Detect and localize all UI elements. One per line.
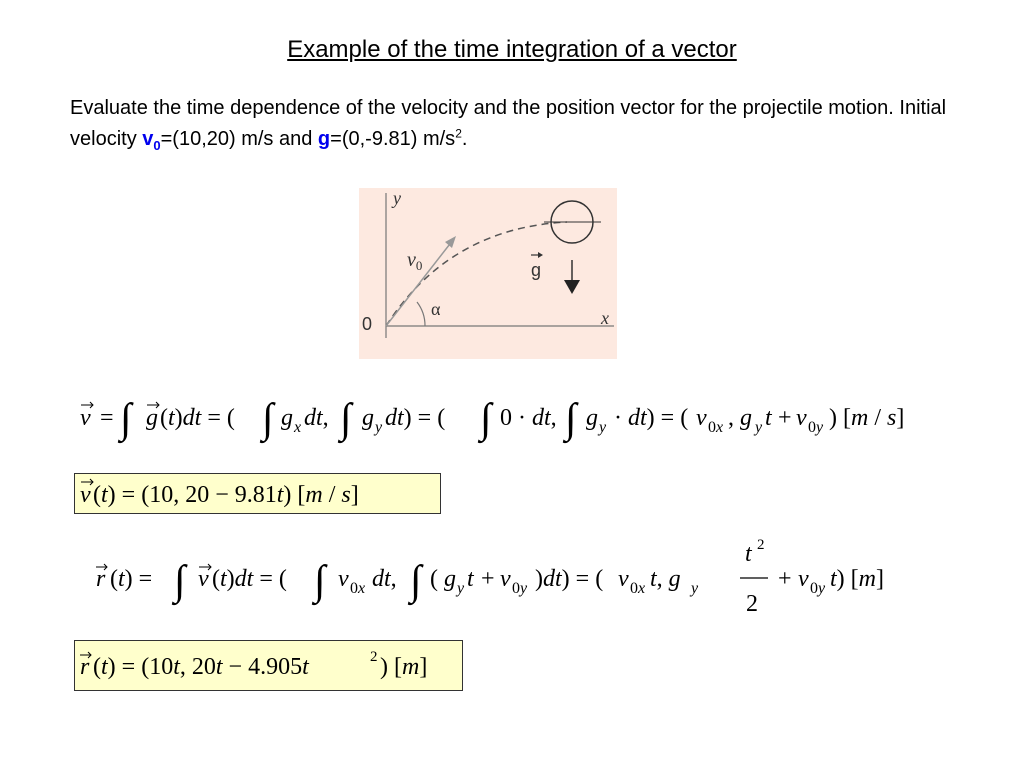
svg-text:t: t: [467, 566, 474, 592]
intro-text: Evaluate the time dependence of the velocity and the position vector for the projectile motion. Initial velocity: [70, 97, 947, 150]
svg-text:∫: ∫: [480, 396, 492, 442]
svg-text:v: v: [798, 566, 809, 592]
svg-text:y: y: [755, 419, 763, 436]
svg-text:(t)dt = (: (t)dt = (: [160, 405, 235, 431]
svg-text:t: t: [765, 405, 772, 431]
svg-text:v: v: [696, 405, 707, 431]
origin-label: 0: [362, 314, 373, 334]
svg-text:dt) = (: dt) = (: [385, 405, 446, 431]
svg-text:t, g: t, g: [650, 566, 681, 592]
svg-text:∫: ∫: [314, 558, 326, 604]
svg-text:t: t: [745, 541, 752, 567]
svg-text:∫: ∫: [174, 558, 186, 604]
svg-text:=: =: [100, 405, 114, 431]
svg-text:0x: 0x: [350, 580, 366, 597]
v0-value: =(10,20) m/s and: [160, 128, 318, 150]
svg-text:+: +: [481, 566, 495, 592]
svg-text:, g: , g: [728, 405, 752, 431]
svg-text:∫: ∫: [120, 396, 132, 442]
diagram-background: [359, 188, 617, 359]
svg-text:0y: 0y: [512, 580, 528, 597]
svg-text:+: +: [778, 405, 792, 431]
svg-text:) [m]: ) [m]: [380, 654, 428, 680]
svg-text:y: y: [457, 580, 465, 597]
svg-text:0y: 0y: [808, 419, 824, 436]
svg-text:v: v: [80, 405, 91, 431]
svg-text:g: g: [444, 566, 456, 592]
g-exponent: 2: [455, 126, 462, 141]
svg-text:2: 2: [746, 591, 758, 617]
velocity-result-equation: [74, 473, 439, 513]
svg-text:v: v: [198, 566, 209, 592]
svg-text:∫: ∫: [340, 396, 352, 442]
g-symbol: g: [317, 128, 331, 150]
x-axis-label: x: [601, 308, 609, 328]
velocity-integral-equation: [72, 388, 952, 450]
projectile-diagram: [359, 188, 617, 359]
svg-text:) [m / s]: ) [m / s]: [829, 405, 905, 431]
svg-text:g: g: [146, 405, 158, 431]
svg-text:v: v: [618, 566, 629, 592]
position-result-equation: [74, 640, 461, 690]
svg-text:2: 2: [757, 537, 765, 553]
svg-text:2: 2: [370, 649, 378, 665]
svg-text:0x: 0x: [708, 419, 724, 436]
svg-text:(: (: [430, 566, 438, 592]
slide-title: Example of the time integration of a vector: [287, 36, 737, 63]
alpha-label: α: [431, 299, 441, 319]
svg-text:+: +: [778, 566, 792, 592]
svg-text:∫: ∫: [565, 396, 577, 442]
svg-text:(t) =: (t) =: [110, 566, 153, 592]
svg-text:(t) = (10, 20 − 9.81t) [m / s: (t) = (10, 20 − 9.81t) [m / s]: [93, 482, 359, 508]
svg-text:y: y: [691, 580, 699, 597]
svg-text:t) [m]: t) [m]: [830, 566, 884, 592]
svg-text:y: y: [599, 419, 607, 436]
svg-text:0 · dt,: 0 · dt,: [500, 405, 557, 431]
svg-text:x: x: [294, 419, 302, 436]
problem-statement: Evaluate the time dependence of the velocity and the position vector for the projectile motion. Initial velocity $v_0=(10,20)$ m/s and g=(0,-9.81) $m/s^2$.: [70, 97, 947, 153]
v0-label: $v_0$: [407, 249, 423, 273]
svg-text:· dt) = (: · dt) = (: [614, 405, 689, 431]
svg-text:0x: 0x: [630, 580, 646, 597]
svg-text:g: g: [281, 405, 293, 431]
svg-text:v: v: [500, 566, 511, 592]
g-value: =(0,-9.81) m/s: [330, 128, 456, 150]
svg-text:r: r: [96, 566, 106, 592]
svg-text:0y: 0y: [810, 580, 826, 597]
svg-text:v: v: [796, 405, 807, 431]
svg-text:v: v: [338, 566, 349, 592]
y-axis-label: y: [393, 188, 401, 208]
svg-text:(t) = (10t, 20t − 4.905t: (t) = (10t, 20t − 4.905t: [93, 654, 309, 680]
svg-text:dt,: dt,: [304, 405, 329, 431]
svg-text:g: g: [362, 405, 374, 431]
svg-text:∫: ∫: [262, 396, 274, 442]
v0-symbol: $v_0$: [142, 128, 161, 153]
svg-text:y: y: [375, 419, 383, 436]
svg-text:∫: ∫: [410, 558, 422, 604]
svg-text:(t)dt = (: (t)dt = (: [212, 566, 287, 592]
svg-text:dt,: dt,: [372, 566, 397, 592]
position-integral-equation: [90, 533, 930, 623]
svg-text:r: r: [80, 654, 90, 680]
g-vector-label: g: [531, 260, 542, 280]
svg-text:g: g: [586, 405, 598, 431]
svg-text:v: v: [80, 482, 91, 508]
svg-text:)dt) = (: )dt) = (: [535, 566, 604, 592]
